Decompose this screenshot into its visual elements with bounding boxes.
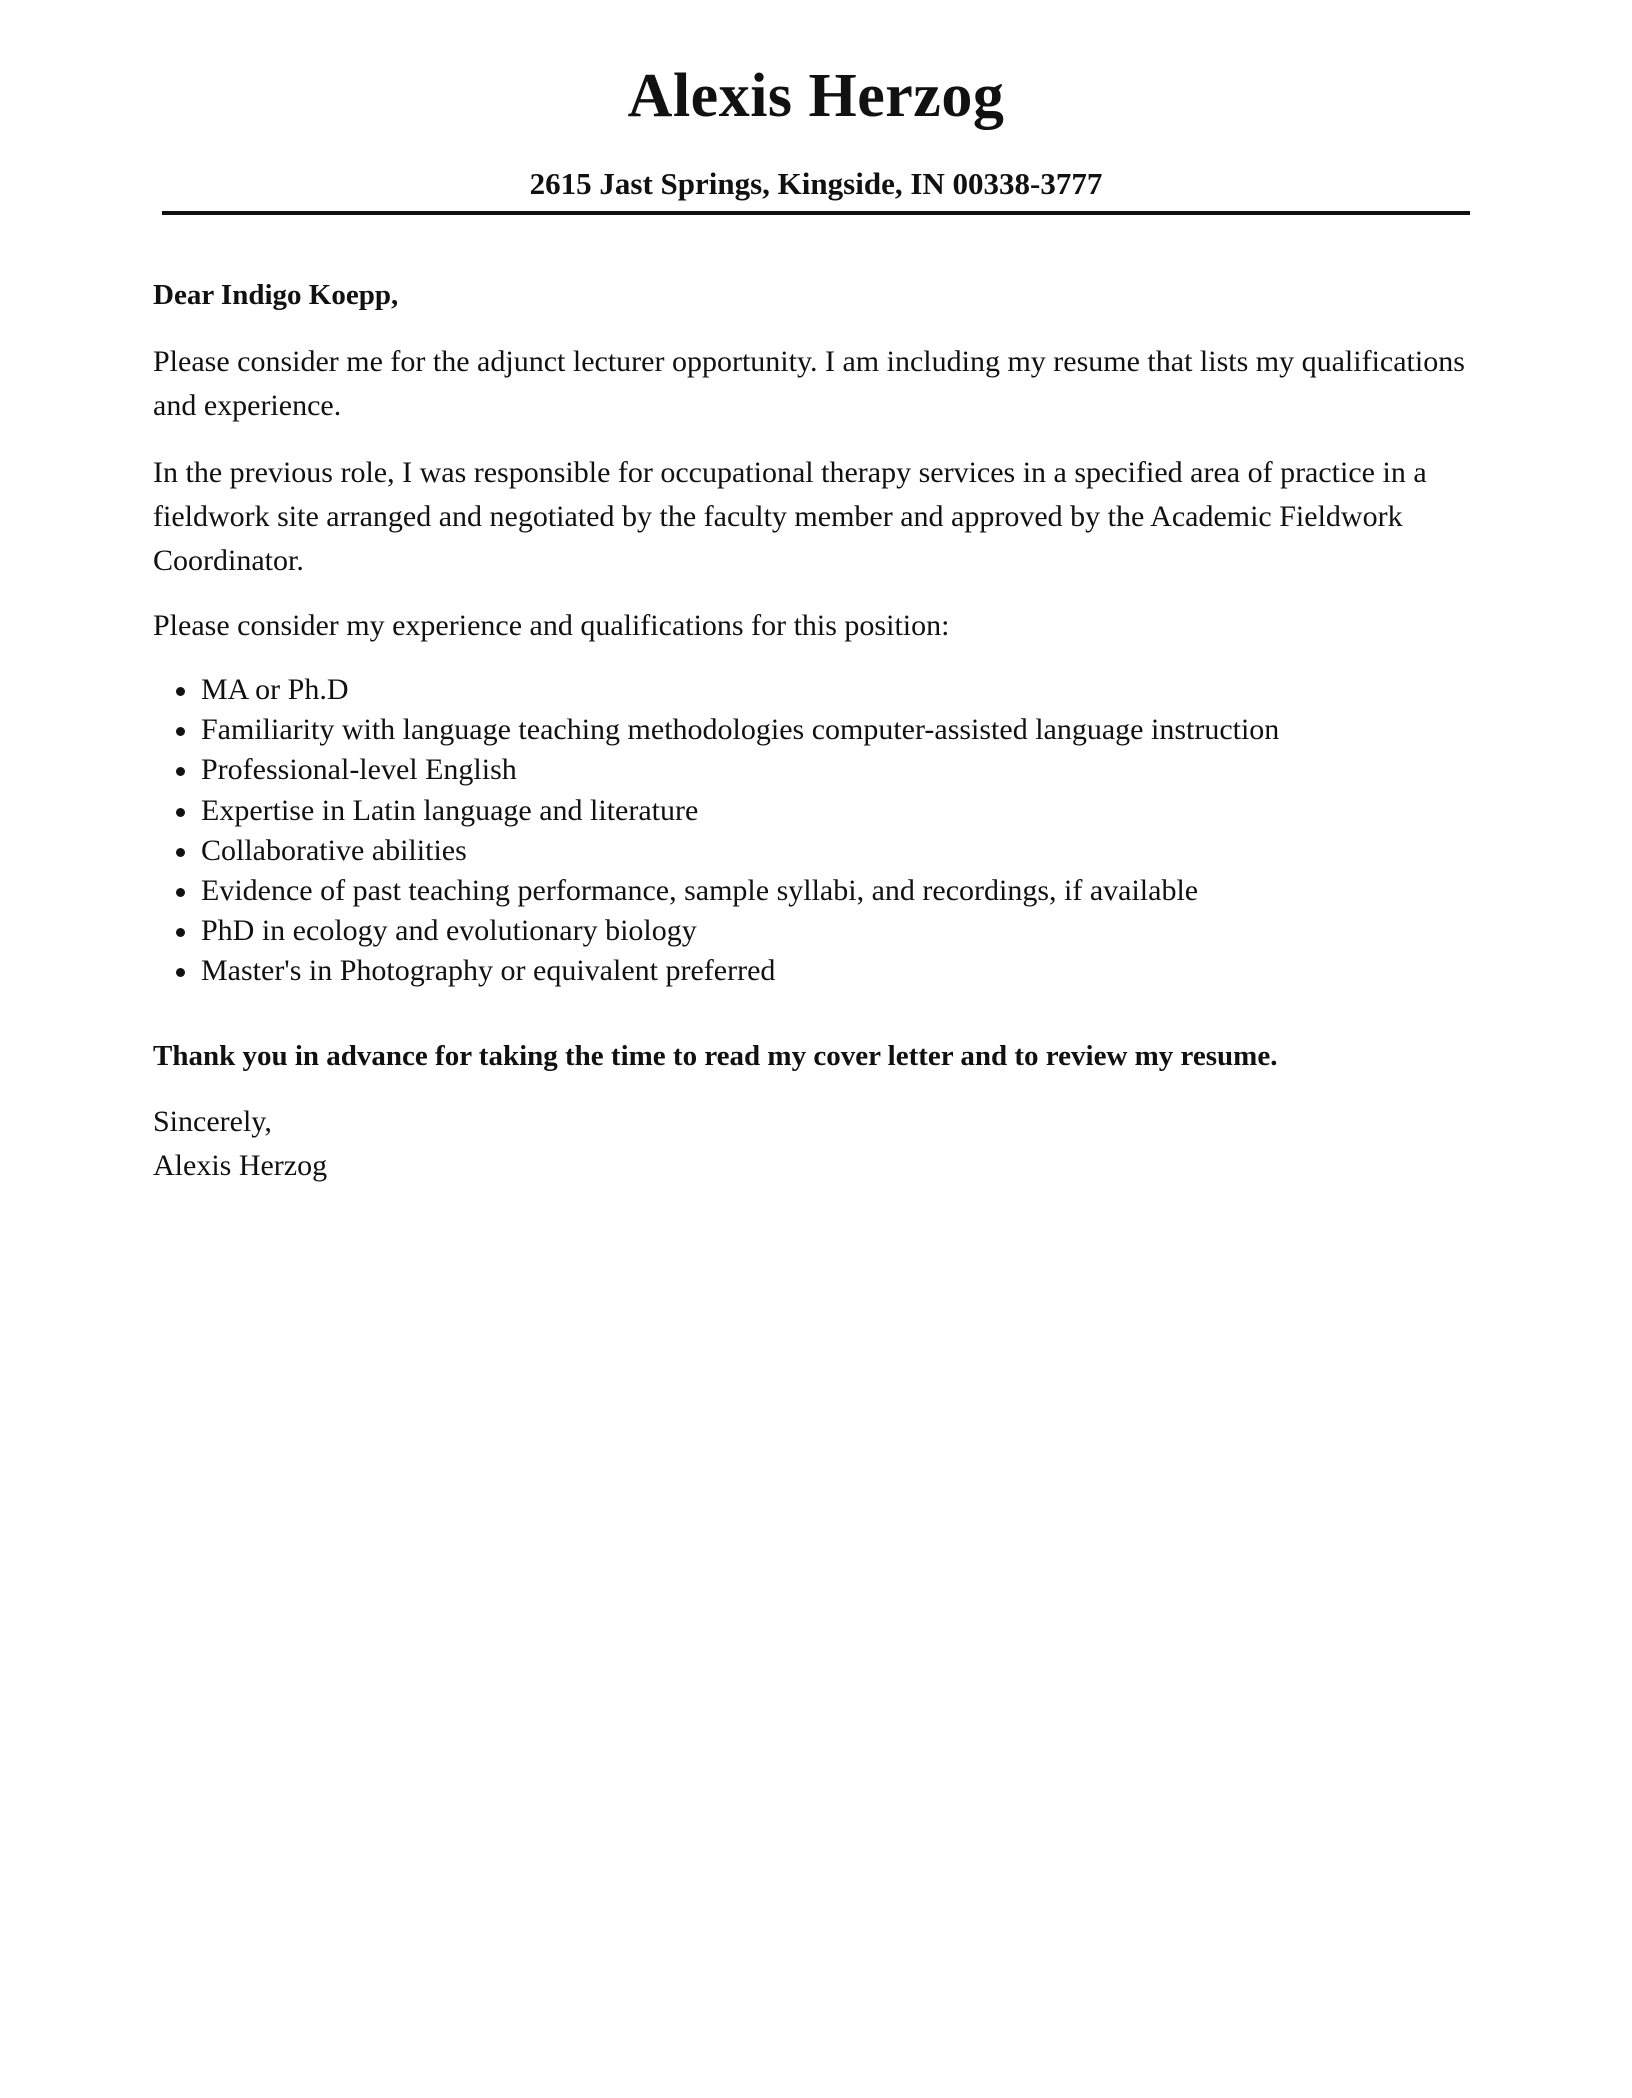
list-item-text: Master's in Photography or equivalent preferred <box>201 954 776 988</box>
sender-name: Alexis Herzog <box>627 62 1005 130</box>
list-item <box>153 831 1483 871</box>
list-item-text: Familiarity with language teaching methodologies computer-assisted language instruction <box>201 713 1280 747</box>
sender-address: 2615 Jast Springs, Kingside, IN 00338-3777 <box>529 166 1103 201</box>
list-item <box>153 791 1483 831</box>
list-item <box>153 871 1483 911</box>
signature-name: Alexis Herzog <box>153 1149 328 1182</box>
list-item <box>153 750 1483 790</box>
bullet-icon <box>176 727 185 736</box>
bullet-icon <box>176 687 185 696</box>
signoff: Sincerely, <box>153 1105 272 1138</box>
bullet-icon <box>176 808 185 817</box>
qualifications-list <box>153 670 1483 992</box>
header-divider <box>162 211 1470 215</box>
list-item <box>153 911 1483 951</box>
bullet-icon <box>176 848 185 857</box>
list-item <box>153 670 1483 710</box>
list-item-text: Collaborative abilities <box>201 833 467 867</box>
bullet-icon <box>176 888 185 897</box>
list-item <box>153 710 1483 750</box>
list-item-text: Evidence of past teaching performance, sample syllabi, and recordings, if available <box>201 874 1199 908</box>
list-item-text: Professional-level English <box>201 753 517 787</box>
qualifications-lead-in: Please consider my experience and qualifications for this position: <box>153 609 950 642</box>
salutation: Dear Indigo Koepp, <box>153 279 399 311</box>
bullet-icon <box>176 767 185 776</box>
list-item-text: PhD in ecology and evolutionary biology <box>201 914 697 948</box>
bullet-icon <box>176 928 185 937</box>
list-item-text: Expertise in Latin language and literature <box>201 793 699 827</box>
experience-paragraph: In the previous role, I was responsible for occupational therapy services in a specified area of practice in a fieldwork site arranged and negotiated by the faculty member and approved by the Academic Fieldwork Coordinator. <box>153 456 1427 577</box>
closing-statement: Thank you in advance for taking the time to read my cover letter and to review my resume. <box>153 1040 1278 1072</box>
list-item <box>153 951 1483 991</box>
list-item-text: MA or Ph.D <box>201 673 349 706</box>
intro-paragraph: Please consider me for the adjunct lecturer opportunity. I am including my resume that lists my qualifications and experience. <box>153 345 1465 422</box>
bullet-icon <box>176 968 185 977</box>
